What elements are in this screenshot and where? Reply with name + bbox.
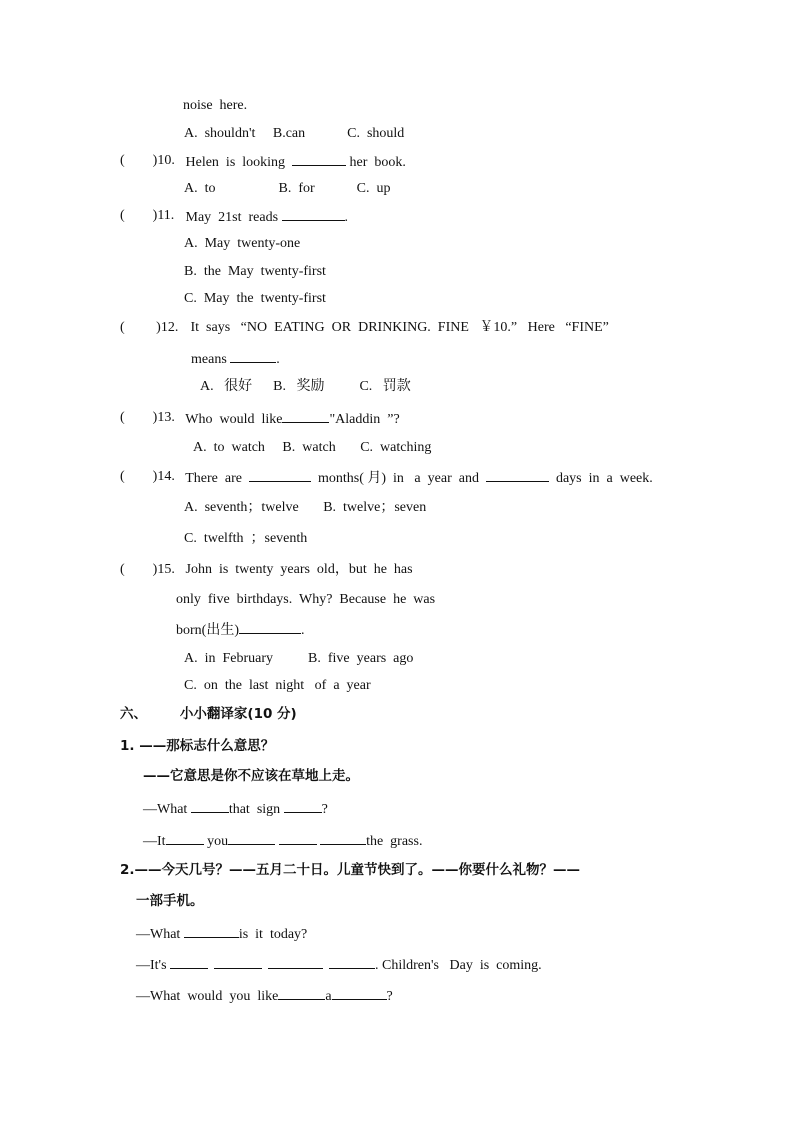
t2-q1-text-b: is it today? [238, 927, 308, 942]
t1-q-blank-2[interactable] [284, 800, 322, 813]
q11-stem [182, 208, 348, 226]
t2-q2-text-b: a [325, 989, 332, 1004]
q11-option-b: B. the May twenty-first [184, 264, 326, 279]
q14-stem [182, 469, 653, 487]
q15-line1: John is twenty years old，but he has [182, 562, 413, 577]
q15-born-end: . [301, 623, 305, 638]
q13-answer-paren[interactable]: ( )13. [120, 410, 175, 425]
q14-text-a: There are [182, 471, 249, 486]
q14-option-c: C. twelfth ；seventh [184, 531, 308, 546]
t1-english-question [143, 800, 328, 818]
t2-english-q2 [136, 987, 393, 1005]
t2-chinese-line2: 一部手机。 [136, 893, 204, 909]
q12-blank[interactable] [230, 350, 276, 363]
t1-chinese-question: 1. ——那标志什么意思？ [120, 738, 275, 754]
t2-q2-text-a: —What would you like [136, 989, 279, 1004]
q13-text-b: "Aladdin ”? [329, 412, 400, 427]
q11-answer-paren[interactable]: ( )11. [120, 208, 175, 223]
q12-line1: It says “NO EATING OR DRINKING. FINE ￥10.” Here “FINE” [187, 320, 609, 335]
q14-text-c: days in a week. [548, 471, 653, 486]
section-6-title: 六、 小小翻译家(10 分) [120, 706, 297, 722]
q14-blank-2[interactable] [486, 469, 549, 482]
t2-a1-text-a: —It's [136, 958, 171, 973]
q13-stem [182, 410, 400, 428]
q11-option-c: C. May the twenty-first [184, 291, 326, 306]
q15-blank[interactable] [239, 621, 301, 634]
q15-line3 [176, 621, 305, 639]
q13-text-a: Who would like [182, 412, 283, 427]
q12-options: A. 很好 B. 奖励 C. 罚款 [200, 379, 411, 394]
q10-blank[interactable] [292, 153, 346, 166]
q10-stem [182, 153, 406, 171]
q11-option-a: A. May twenty-one [184, 236, 301, 251]
t1-a-blank-2[interactable] [228, 832, 275, 845]
t1-q-text-c: ? [321, 802, 328, 817]
q15-born-text: born(出生) [176, 623, 239, 638]
q14-text-b: months( 月) in a year and [310, 471, 486, 486]
q15-line2: only five birthdays. Why? Because he was [176, 592, 436, 607]
q10-text-a: Helen is looking [182, 155, 293, 170]
q15-answer-paren[interactable]: ( )15. [120, 562, 175, 577]
t2-q2-blank-2[interactable] [332, 987, 387, 1000]
t2-chinese-line1: 2.——今天几号？——五月二十日。儿童节快到了。——你要什么礼物？—— [120, 862, 581, 878]
t1-a-blank-3[interactable] [279, 832, 317, 845]
q9-options: A. shouldn't B.can C. should [184, 126, 405, 141]
q11-text-a: May 21st reads [182, 210, 282, 225]
t2-a1-text-b: . Children's Day is coming. [375, 958, 542, 973]
t2-q1-blank[interactable] [184, 925, 239, 938]
q12-means-text: means [191, 352, 231, 367]
t2-q2-text-c: ? [386, 989, 393, 1004]
q13-blank[interactable] [282, 410, 329, 423]
t1-q-text-a: —What [143, 802, 191, 817]
q10-options: A. to B. for C. up [184, 181, 391, 196]
q12-answer-paren[interactable]: ( )12. [120, 320, 179, 335]
q11-blank[interactable] [282, 208, 345, 221]
q15-option-c: C. on the last night of a year [184, 678, 371, 693]
q14-blank-1[interactable] [249, 469, 311, 482]
t1-chinese-answer: ——它意思是你不应该在草地上走。 [143, 768, 359, 784]
q14-options-ab: A. seventh；twelve B. twelve；seven [184, 500, 427, 515]
t1-a-text-e: the grass. [366, 834, 423, 849]
t1-a-blank-4[interactable] [320, 832, 366, 845]
t2-a1-blank-3[interactable] [268, 956, 323, 969]
q12-means-end: . [276, 352, 280, 367]
t2-a1-blank-4[interactable] [329, 956, 375, 969]
t2-a1-blank-2[interactable] [214, 956, 262, 969]
q12-line2 [191, 350, 280, 368]
q15-options-ab: A. in February B. five years ago [184, 651, 414, 666]
q10-text-b: her book. [346, 155, 406, 170]
t2-english-q1 [136, 925, 307, 943]
t2-a1-blank-1[interactable] [170, 956, 208, 969]
t2-q2-blank-1[interactable] [278, 987, 325, 1000]
t2-english-a1 [136, 956, 542, 974]
t1-a-text-a: —It [143, 834, 166, 849]
t1-q-blank-1[interactable] [191, 800, 229, 813]
q14-answer-paren[interactable]: ( )14. [120, 469, 175, 484]
q10-answer-paren[interactable]: ( )10. [120, 153, 175, 168]
t1-english-answer [143, 832, 422, 850]
t2-q1-text-a: —What [136, 927, 184, 942]
q11-text-b: . [344, 210, 349, 225]
t1-q-text-b: that sign [228, 802, 284, 817]
t1-a-text-b: you [203, 834, 229, 849]
q13-options: A. to watch B. watch C. watching [193, 440, 432, 455]
q9-continuation: noise here. [183, 98, 248, 113]
t1-a-blank-1[interactable] [166, 832, 204, 845]
